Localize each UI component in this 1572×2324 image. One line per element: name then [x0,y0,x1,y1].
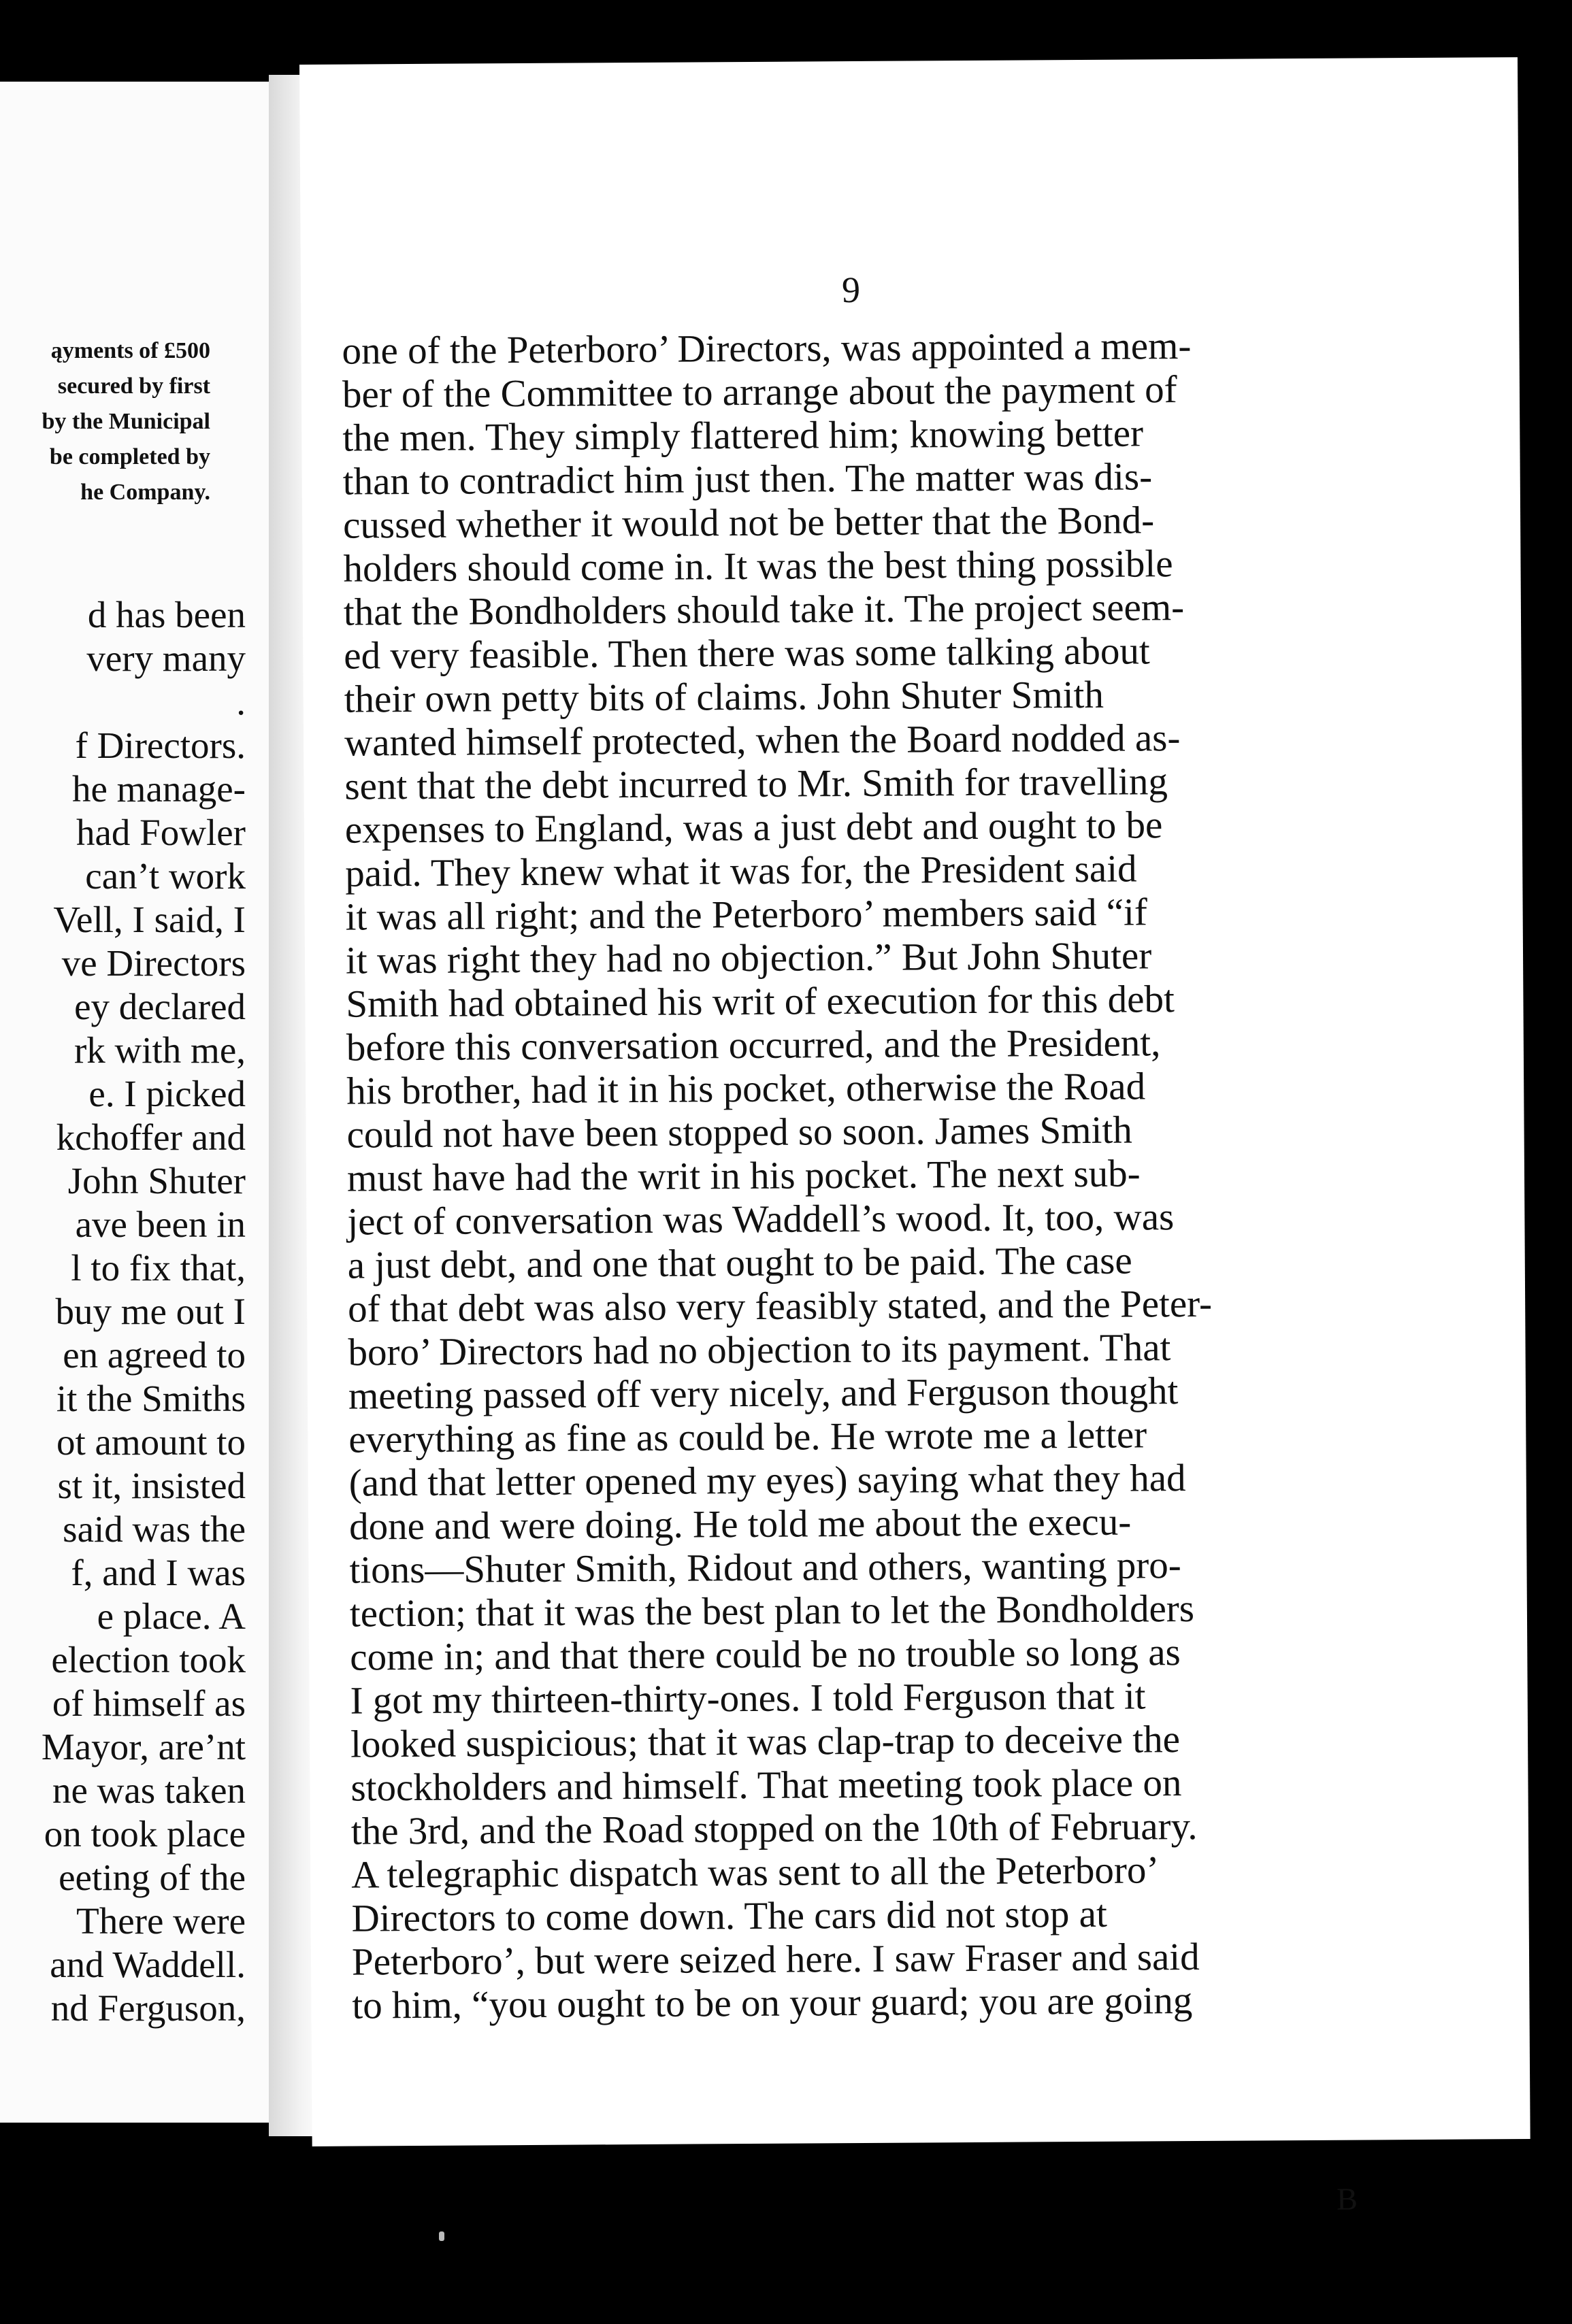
text-line: l to fix that, [71,1247,246,1289]
text-line: There were [76,1900,246,1942]
text-line: and Waddell. [50,1944,246,1985]
text-line: ve Directors [61,942,246,984]
footnote-line: he Company. [80,480,210,505]
footnote-line: be completed by [49,444,210,469]
right-page [299,57,1530,2217]
text-line: eeting of the [59,1857,246,1898]
text-line: that the Bondholders should take it. The project seem- [343,586,1185,634]
text-line: the 3rd, and the Road stopped on the 10th of February. [350,1804,1198,1853]
text-line: . [236,681,246,723]
signature-mark: B [1337,2181,1358,2217]
text-line: said was the [63,1508,246,1550]
text-line: before this conversation occurred, and the President, [346,1021,1161,1069]
text-line: their own petty bits of claims. John Shuter Smith [344,673,1104,721]
text-line: expenses to England, was a just debt and ought to be [344,803,1163,852]
text-line: meeting passed off very nicely, and Ferguson thought [348,1370,1179,1418]
main-body-text [342,323,1420,2028]
text-line: than to contradict him just then. The matter was dis- [342,455,1153,503]
footnote-line: by the Municipal [42,409,210,434]
left-page [0,82,269,2123]
text-line: (and that letter opened my eyes) saying what they had [348,1457,1186,1505]
text-line: paid. They knew what it was for, the President said [345,847,1137,895]
text-line: one of the Peterboro’ Directors, was appointed a mem- [342,325,1192,373]
text-line: his brother, had it in his pocket, otherwise the Road [346,1065,1146,1113]
text-line: could not have been stopped so soon. James Smith [346,1108,1132,1157]
text-line: tions—Shuter Smith, Ridout and others, wanting pro- [349,1544,1181,1592]
text-line: Directors to come down. The cars did not stop at [351,1892,1108,1940]
text-line: wanted himself protected, when the Board nodded as- [344,716,1181,765]
text-line: rk with me, [73,1029,246,1071]
text-line: Vell, I said, I [53,899,246,940]
text-line: tection; that it was the best plan to let the Bondholders [349,1587,1195,1636]
text-line: to him, “you ought to be on your guard; you are going [352,1979,1193,2027]
text-line: ey declared [74,986,246,1027]
text-line: boro’ Directors had no objection to its payment. That [348,1326,1171,1374]
text-line: of himself as [52,1682,246,1724]
text-line: the men. They simply flattered him; knowing better [342,412,1144,460]
text-line: e place. A [97,1595,246,1637]
text-line: holders should come in. It was the best thing possible [343,542,1173,591]
text-line: ave been in [75,1204,246,1245]
text-line: Mayor, are’nt [41,1726,246,1767]
text-line: ne was taken [52,1770,246,1811]
text-line: ject of conversation was Waddell’s wood. It, too, was [347,1195,1175,1244]
text-line: election took [51,1639,246,1680]
text-line: can’t work [85,855,246,897]
text-line: kchoffer and [56,1116,246,1158]
text-line: en agreed to [63,1334,246,1376]
text-line: I got my thirteen-thirty-ones. I told Ferguson that it [350,1674,1146,1723]
text-line: stockholders and himself. That meeting took place on [350,1761,1182,1810]
text-line: done and were doing. He told me about the execu- [348,1500,1132,1548]
text-line: Smith had obtained his writ of execution for this debt [346,978,1175,1026]
page-number: 9 [841,269,861,311]
text-line: on took place [44,1813,246,1855]
text-line: John Shuter [67,1160,246,1201]
text-line: sent that the debt incurred to Mr. Smith for travelling [344,760,1168,808]
text-line: buy me out I [55,1291,246,1332]
text-line: d has been [87,594,246,635]
text-line: Peterboro’, but were seized here. I saw Fraser and said [351,1935,1200,1984]
text-line: had Fowler [76,812,246,853]
text-line: cussed whether it would not be better that the Bond- [342,499,1155,547]
text-line: he manage- [72,768,246,810]
text-line: it the Smiths [56,1378,246,1419]
text-line: nd Ferguson, [50,1987,246,2029]
footnote-line: ąyments of £500 [50,338,210,363]
text-line: st it, insisted [57,1465,246,1506]
text-line: ot amount to [56,1421,246,1463]
text-line: looked suspicious; that it was clap-trap to deceive the [350,1718,1181,1766]
dust-speck [439,2231,444,2241]
text-line: ber of the Committee to arrange about the payment of [342,368,1177,416]
text-line: e. I picked [88,1073,246,1114]
left-footnote [42,333,210,510]
text-line: ed very feasible. Then there was some talking about [344,629,1150,678]
footnote-line: secured by first [57,374,210,399]
text-line: everything as fine as could be. He wrote me a letter [348,1413,1147,1461]
text-line: come in; and that there could be no trouble so long as [350,1631,1181,1679]
text-line: f, and I was [71,1552,246,1593]
text-line: it was right they had no objection.” But John Shuter [345,934,1152,982]
text-line: A telegraphic dispatch was sent to all the Peterboro’ [351,1848,1160,1897]
text-line: f Directors. [75,725,246,766]
text-line: very many [86,637,246,679]
text-line: of that debt was also very feasibly stated, and the Peter- [347,1282,1213,1331]
left-body-text [42,593,246,2030]
text-line: a just debt, and one that ought to be paid. The case [347,1239,1132,1287]
text-line: must have had the writ in his pocket. The next sub- [346,1152,1141,1200]
text-line: it was all right; and the Peterboro’ members said “if [345,891,1148,939]
